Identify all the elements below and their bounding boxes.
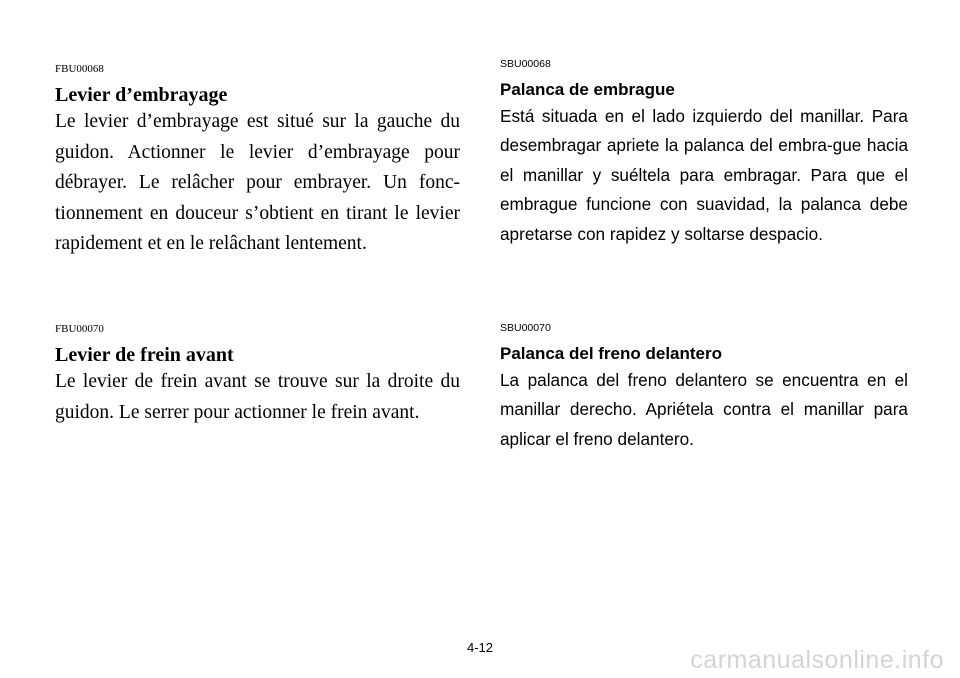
fr-brake-body: Le levier de frein avant se trouve sur la droite du guidon. Le serrer pour actionner le frein avant. bbox=[55, 371, 460, 423]
es-brake-title: Palanca del freno delantero bbox=[500, 344, 723, 363]
fr-brake-section bbox=[55, 323, 460, 428]
fr-clutch-title: Levier d’embrayage bbox=[55, 84, 228, 106]
fr-brake-title: Levier de frein avant bbox=[55, 344, 234, 366]
fr-clutch-body: Le levier d’embrayage est situé sur la gauche du guidon. Actionner le levier d’embrayage pour débrayer. Le relâcher pour embrayer. Un fonc-tionnement en douceur s’obtient en tirant le levier rapidement et en le relâchant lentement. bbox=[55, 111, 460, 254]
fr-clutch-section bbox=[55, 63, 460, 260]
es-clutch-section bbox=[500, 58, 908, 249]
fr-brake-code: FBU00070 bbox=[55, 323, 104, 335]
es-brake-code: SBU00070 bbox=[500, 322, 551, 334]
es-brake-section bbox=[500, 322, 908, 454]
es-brake-body: La palanca del freno delantero se encuentra en el manillar derecho. Apriétela contra el manillar para aplicar el freno delantero. bbox=[500, 370, 908, 449]
es-clutch-body: Está situada en el lado izquierdo del manillar. Para desembragar apriete la palanca del embra-gue hacia el manillar y suéltela para embragar. Para que el embrague funcione con suavidad, la palanca debe apretarse con rapidez y soltarse despacio. bbox=[500, 106, 908, 244]
watermark: carmanualsonline.info bbox=[690, 646, 944, 674]
es-clutch-title: Palanca de embrague bbox=[500, 80, 675, 99]
fr-clutch-code: FBU00068 bbox=[55, 63, 104, 75]
es-clutch-code: SBU00068 bbox=[500, 58, 551, 70]
page-number: 4-12 bbox=[466, 640, 494, 655]
